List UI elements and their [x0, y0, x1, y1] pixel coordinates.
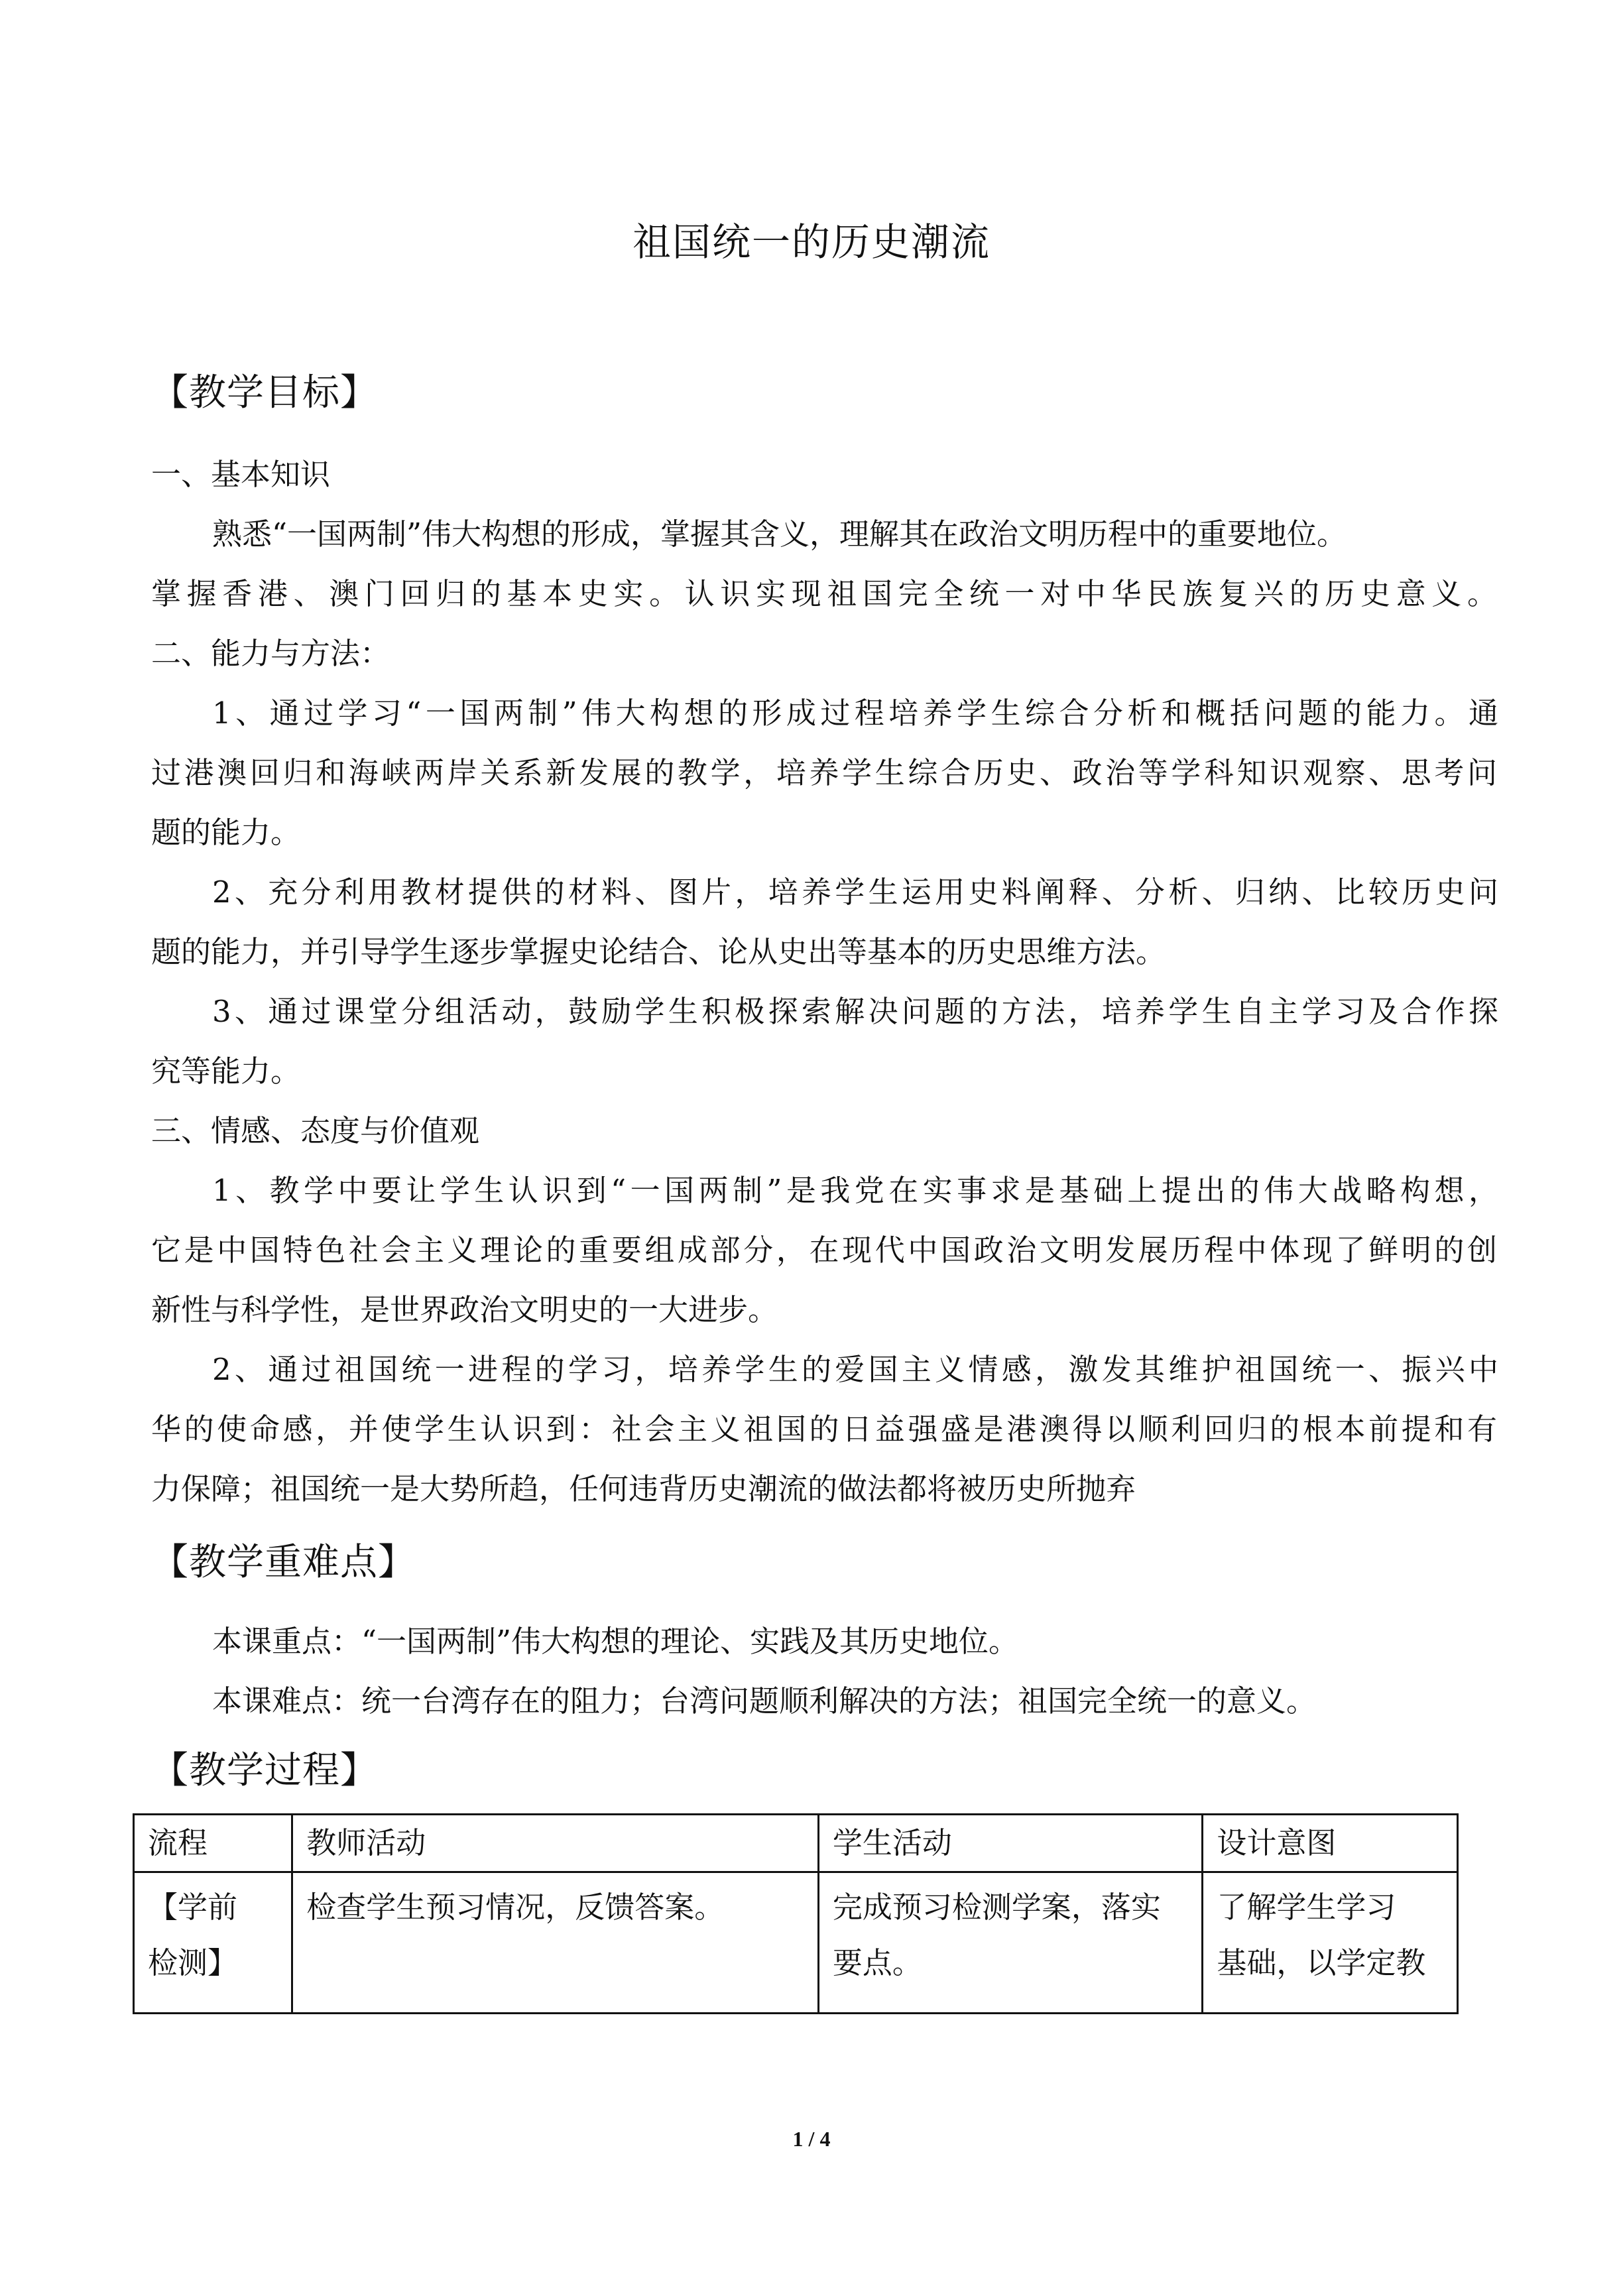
paragraph-line: 究等能力。: [151, 1054, 301, 1089]
cell-line: 基础，以学定教: [1217, 1945, 1426, 1980]
paragraph-line: 新性与科学性，是世界政治文明史的一大进步。: [151, 1292, 778, 1327]
difficulty-line: 本课难点：统一台湾存在的阻力；台湾问题顺利解决的方法；祖国完全统一的意义。: [212, 1683, 1317, 1719]
cell-line: 检测】: [148, 1945, 238, 1980]
paragraph-line: 2、充分利用教材提供的材料、图片，培养学生运用史料阐释、分析、归纳、比较历史问: [212, 875, 1498, 910]
paragraph-line: 掌握香港、澳门回归的基本史实。认识实现祖国完全统一对中华民族复兴的历史意义。: [151, 576, 1497, 611]
cell-stage: [134, 1872, 292, 2014]
paragraph-line: 2、通过祖国统一进程的学习，培养学生的爱国主义情感，激发其维护祖国统一、振兴中: [212, 1352, 1498, 1387]
cell-line: 【学前: [148, 1890, 238, 1925]
teaching-goals-heading: 【教学目标】: [151, 371, 378, 414]
teaching-process-table: [133, 1813, 1459, 2014]
paragraph-line: 过港澳回归和海峡两岸关系新发展的教学，培养学生综合历史、政治等学科知识观察、思考问: [151, 755, 1497, 790]
cell-teacher: [292, 1872, 819, 2014]
cell-line: 完成预习检测学案，落实: [832, 1890, 1161, 1925]
table-row: [134, 1872, 1458, 2014]
paragraph-line: 它是中国特色社会主义理论的重要组成部分，在现代中国政治文明发展历程中体现了鲜明的创: [151, 1233, 1497, 1268]
paragraph-line: 力保障；祖国统一是大势所趋，任何违背历史潮流的做法都将被历史所抛弃: [151, 1471, 1136, 1506]
column-header-teacher: 教师活动: [292, 1815, 819, 1872]
paragraph-line: 华的使命感，并使学生认识到：社会主义祖国的日益强盛是港澳得以顺利回归的根本前提和有: [151, 1412, 1497, 1447]
column-header-intent: 设计意图: [1203, 1815, 1458, 1872]
key-points-heading: 【教学重难点】: [151, 1541, 416, 1584]
emotion-values-heading: 三、情感、态度与价值观: [151, 1113, 480, 1148]
basic-knowledge-heading: 一、基本知识: [151, 457, 331, 492]
page-number: 1 / 4: [792, 2127, 831, 2151]
cell-intent: [1203, 1872, 1458, 2014]
focus-line: 本课重点：“一国两制”伟大构想的理论、实践及其历史地位。: [212, 1624, 1019, 1659]
paragraph-line: 题的能力，并引导学生逐步掌握史论结合、论从史出等基本的历史思维方法。: [151, 934, 1166, 969]
cell-line: 要点。: [832, 1945, 922, 1980]
paragraph-line: 熟悉“一国两制”伟大构想的形成，掌握其含义，理解其在政治文明历程中的重要地位。: [212, 516, 1347, 552]
document-title: 祖国统一的历史潮流: [632, 219, 991, 265]
column-header-stage: 流程: [134, 1815, 292, 1872]
cell-line: 了解学生学习: [1217, 1890, 1396, 1925]
paragraph-line: 题的能力。: [151, 815, 301, 850]
cell-line: 检查学生预习情况，反馈答案。: [306, 1890, 725, 1925]
paragraph-line: 1、教学中要让学生认识到“一国两制”是我党在实事求是基础上提出的伟大战略构想，: [212, 1173, 1498, 1208]
process-heading: 【教学过程】: [151, 1749, 378, 1792]
ability-method-heading: 二、能力与方法：: [151, 636, 391, 671]
paragraph-line: 1、通过学习“一国两制”伟大构想的形成过程培养学生综合分析和概括问题的能力。通: [212, 695, 1498, 731]
column-header-student: 学生活动: [818, 1815, 1202, 1872]
cell-student: [818, 1872, 1202, 2014]
paragraph-line: 3、通过课堂分组活动，鼓励学生积极探索解决问题的方法，培养学生自主学习及合作探: [212, 994, 1498, 1029]
table-header-row: [134, 1815, 1458, 1872]
